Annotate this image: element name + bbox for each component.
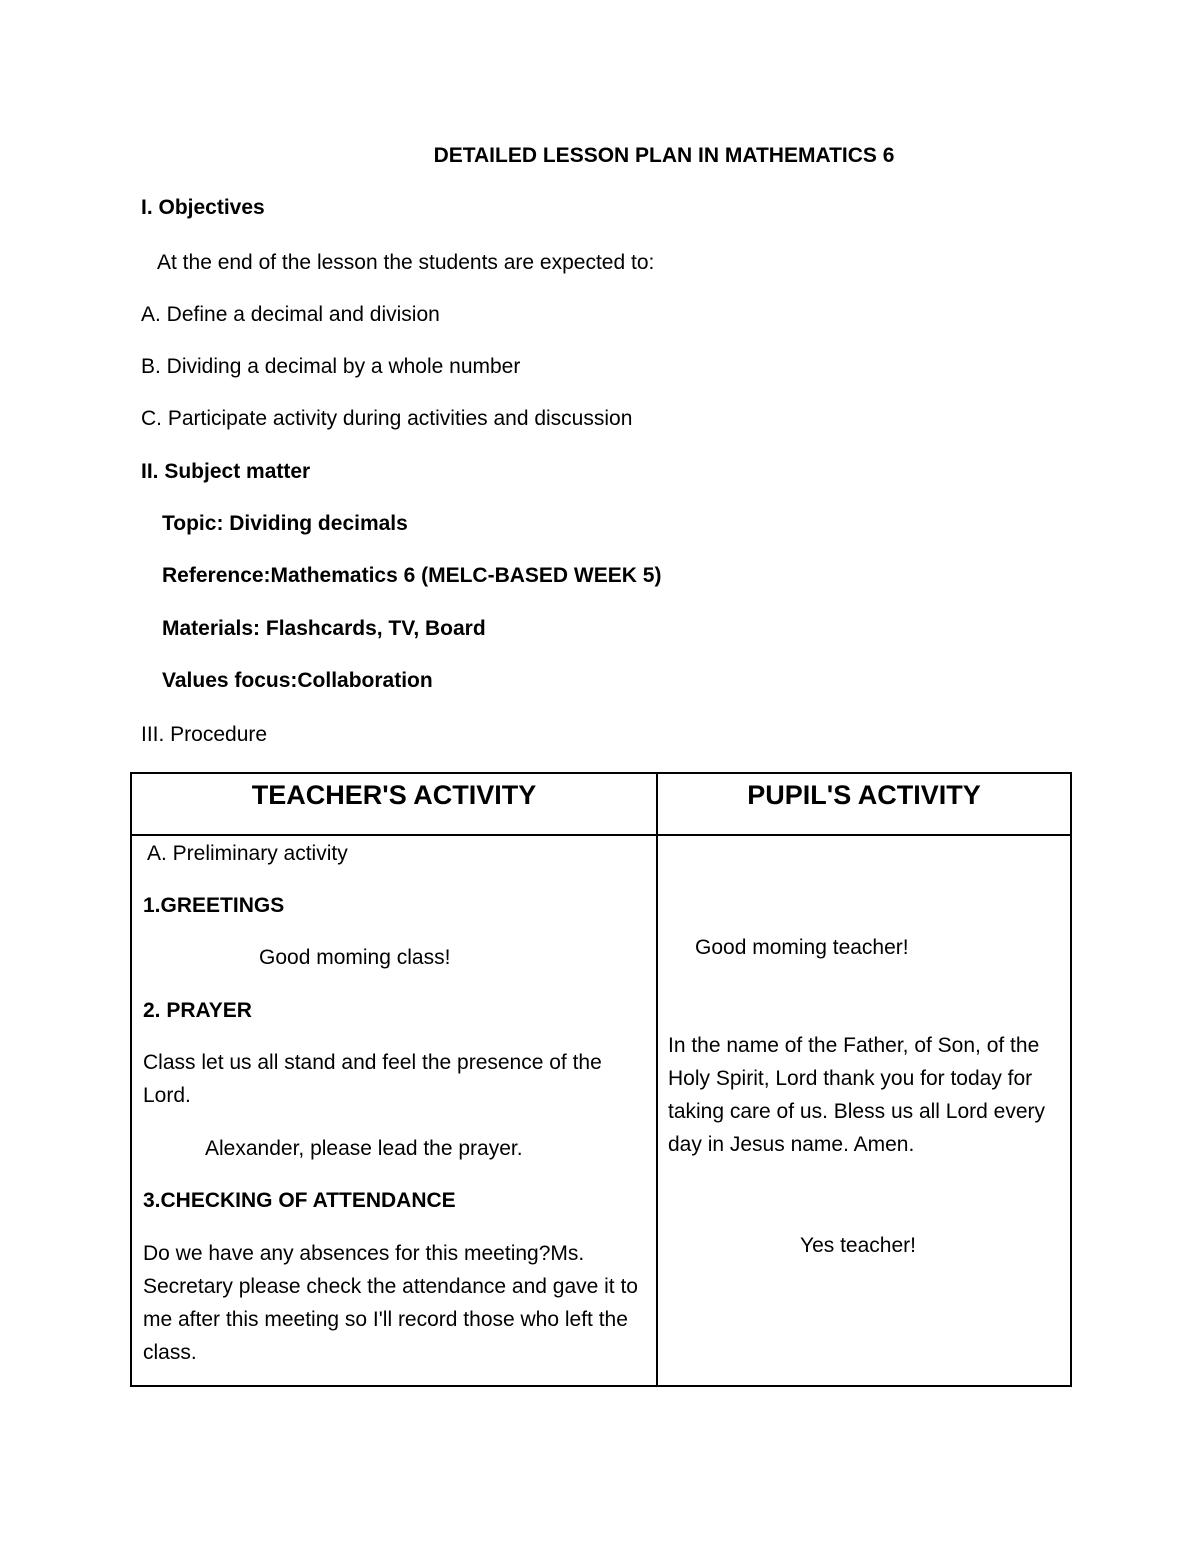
prayer-lead-text: Alexander, please lead the prayer. [205,1137,523,1160]
objective-item: A. Define a decimal and division [141,303,440,326]
preliminary-activity: A. Preliminary activity [147,842,348,865]
objectives-intro: At the end of the lesson the students are expected to: [157,251,655,274]
procedure-heading: III. Procedure [141,723,268,746]
prayer-text: Class let us all stand and feel the presence of the Lord. [143,1051,602,1107]
teacher-activity-header-label: TEACHER'S ACTIVITY [251,780,537,810]
objective-item: B. Dividing a decimal by a whole number [141,355,521,378]
subject-reference: Reference:Mathematics 6 (MELC-BASED WEEK 5) [162,564,662,587]
page-title: DETAILED LESSON PLAN IN MATHEMATICS 6 [433,144,895,167]
greetings-heading: 1.GREETINGS [143,894,285,917]
table-header-row [131,773,1071,835]
prayer-heading: 2. PRAYER [143,999,252,1022]
prayer-reply: In the name of the Father, of Son, of the Holy Spirit, Lord thank you for today for taking care of us. Bless us all Lord every day in Jesus name. Amen. [668,1034,1046,1156]
procedure-table [130,772,1072,1387]
attendance-heading: 3.CHECKING OF ATTENDANCE [143,1189,456,1212]
teacher-activity-header [131,773,657,835]
objective-item: C. Participate activity during activities and discussion [141,407,633,430]
attendance-reply: Yes teacher! [800,1234,916,1257]
pupil-activity-cell [657,835,1071,1386]
attendance-text: Do we have any absences for this meeting?Ms. Secretary please check the attendance and gave it to me after this meeting so I'll record those who left the class. [143,1242,638,1364]
teacher-activity-cell [131,835,657,1386]
subject-materials: Materials: Flashcards, TV, Board [162,617,486,640]
subject-topic: Topic: Dividing decimals [162,512,408,535]
objectives-heading: I. Objectives [141,196,265,219]
pupil-activity-header [657,773,1071,835]
subject-matter-heading: II. Subject matter [141,460,311,483]
table-row [131,835,1071,1386]
greetings-text: Good moming class! [259,946,451,969]
pupil-activity-header-label: PUPIL'S ACTIVITY [747,780,981,810]
subject-values-focus: Values focus:Collaboration [162,669,433,692]
greetings-reply: Good moming teacher! [695,936,909,959]
